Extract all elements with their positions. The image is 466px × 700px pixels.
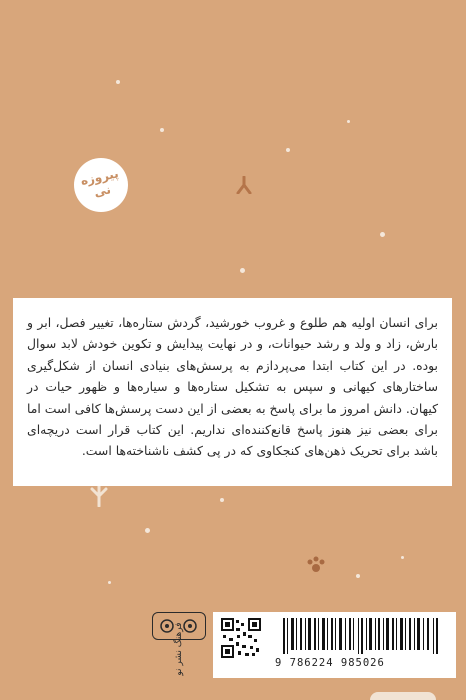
publisher-mark bbox=[152, 612, 206, 678]
decor-dot bbox=[401, 556, 404, 559]
paw-glyph-icon bbox=[306, 555, 326, 575]
decor-dot bbox=[220, 498, 224, 502]
decor-dot bbox=[145, 528, 150, 533]
bottom-tab bbox=[370, 692, 436, 700]
plant-glyph-icon bbox=[88, 483, 110, 507]
decor-dot bbox=[347, 120, 350, 123]
decor-dot bbox=[116, 80, 120, 84]
decor-dot bbox=[160, 128, 164, 132]
qr-code-icon bbox=[221, 618, 261, 658]
barcode-panel bbox=[213, 612, 456, 678]
decor-dot bbox=[380, 232, 385, 237]
barcode-icon bbox=[283, 618, 441, 654]
decor-dot bbox=[108, 581, 111, 584]
publisher-logo-text: پیروزه نی bbox=[79, 166, 120, 200]
decor-dot bbox=[240, 268, 245, 273]
blurb-box bbox=[13, 298, 452, 486]
decor-dot bbox=[286, 148, 290, 152]
tripod-glyph-icon bbox=[236, 176, 252, 194]
publisher-script: فرهنگ نشر نو bbox=[174, 622, 184, 676]
isbn-number: 9 786224 985026 bbox=[275, 657, 385, 669]
blurb-text: برای انسان اولیه هم طلوع و غروب خورشید، گردش ستاره‌ها، تغییر فصل، ابر و بارش، زاد و ولد و رشد حیوانات، و در نهایت پیدایش و تکوین خودش لابد سوال بوده. در این کتاب ابتدا می‌پردازم به پرسش‌های بنیادی انسان از شکل‌گیری ساختارهای کیهانی و سپس به تشکیل ستاره‌ها و سیاره‌ها و ظهور حیات در کیهان. دانش امروز ما برای پاسخ به بعضی از این دست پرسش‌ها کافی است اما برای بعضی نیز هنوز پاسخ قانع‌کننده‌ای نداریم. این کتاب قرار است دریچه‌ای باشد برای تحریک ذهن‌های کنجکاوی که در پی کشف ناشناخته‌ها است. bbox=[27, 315, 438, 459]
decor-dot bbox=[356, 574, 360, 578]
